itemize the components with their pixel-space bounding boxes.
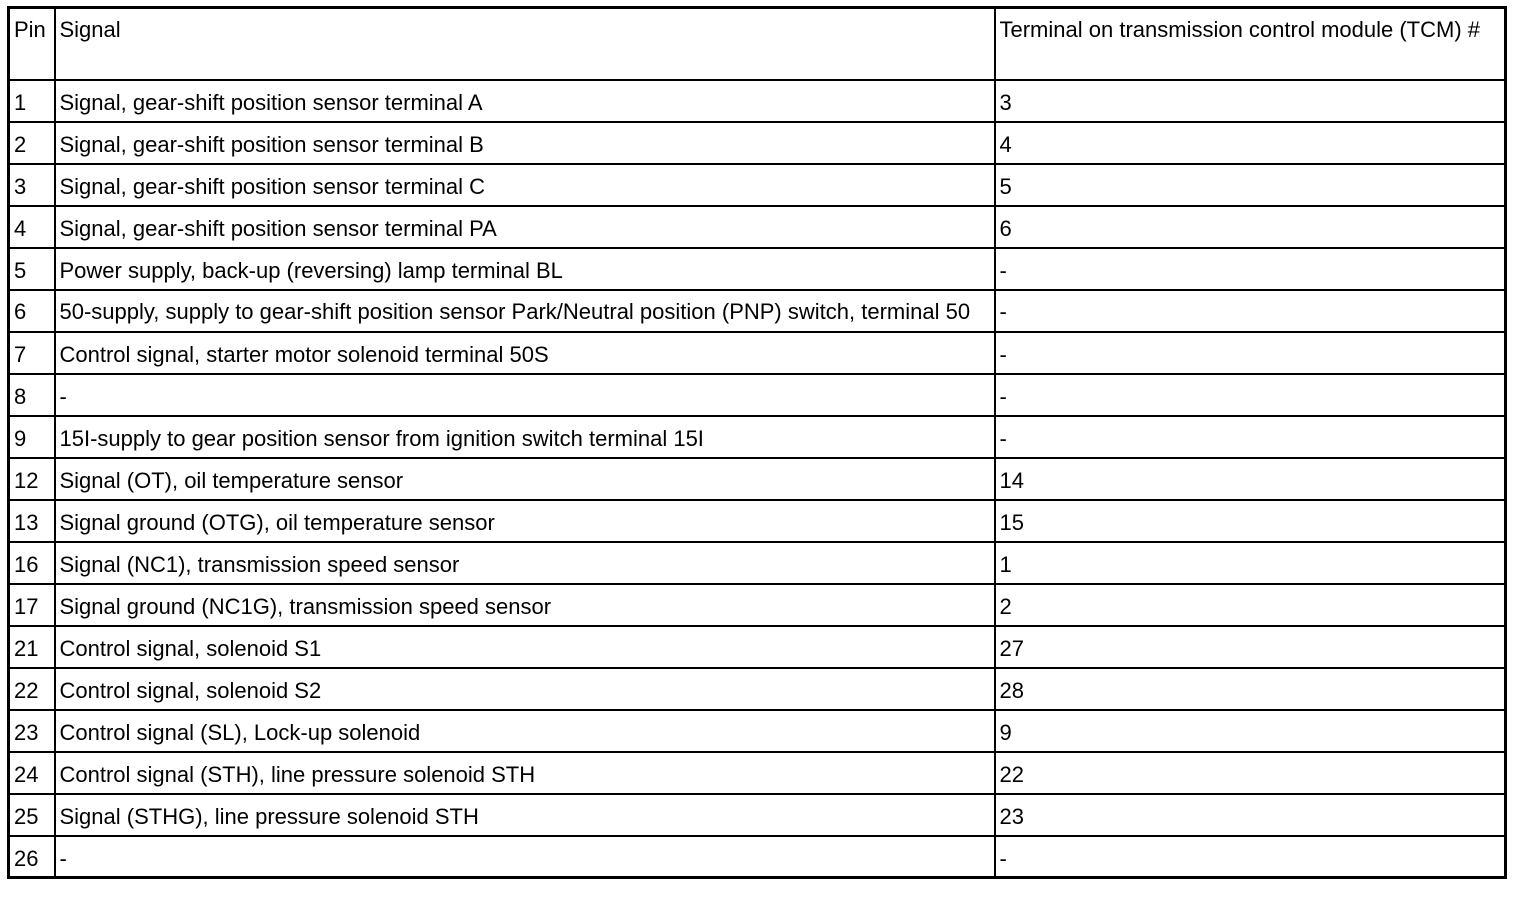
cell-pin: 1: [9, 80, 55, 122]
cell-terminal: -: [995, 290, 1506, 332]
cell-pin: 6: [9, 290, 55, 332]
cell-signal: Control signal, solenoid S1: [55, 626, 995, 668]
cell-pin: 16: [9, 542, 55, 584]
cell-signal: 15I-supply to gear position sensor from ignition switch terminal 15I: [55, 416, 995, 458]
table-row: [9, 542, 1506, 584]
table-row: [9, 248, 1506, 290]
table-body: [9, 80, 1506, 878]
cell-terminal: 28: [995, 668, 1506, 710]
cell-pin: 25: [9, 794, 55, 836]
cell-pin: 21: [9, 626, 55, 668]
cell-signal: Signal, gear-shift position sensor terminal PA: [55, 206, 995, 248]
table-row: [9, 164, 1506, 206]
cell-terminal: -: [995, 836, 1506, 878]
cell-terminal: 9: [995, 710, 1506, 752]
table-row: [9, 206, 1506, 248]
cell-terminal: 15: [995, 500, 1506, 542]
table-row: [9, 374, 1506, 416]
cell-signal: Signal (NC1), transmission speed sensor: [55, 542, 995, 584]
table-row: [9, 752, 1506, 794]
cell-terminal: 4: [995, 122, 1506, 164]
cell-terminal: 22: [995, 752, 1506, 794]
cell-signal: -: [55, 374, 995, 416]
cell-pin: 9: [9, 416, 55, 458]
table-row: [9, 500, 1506, 542]
cell-terminal: 3: [995, 80, 1506, 122]
cell-pin: 8: [9, 374, 55, 416]
cell-signal: Control signal (STH), line pressure solenoid STH: [55, 752, 995, 794]
cell-terminal: 23: [995, 794, 1506, 836]
table-row: [9, 710, 1506, 752]
table-row: [9, 584, 1506, 626]
table-row: [9, 668, 1506, 710]
cell-pin: 5: [9, 248, 55, 290]
cell-pin: 13: [9, 500, 55, 542]
cell-terminal: -: [995, 248, 1506, 290]
cell-signal: Signal ground (NC1G), transmission speed sensor: [55, 584, 995, 626]
cell-terminal: 5: [995, 164, 1506, 206]
cell-signal: Control signal, solenoid S2: [55, 668, 995, 710]
cell-terminal: 27: [995, 626, 1506, 668]
cell-pin: 4: [9, 206, 55, 248]
table-row: [9, 122, 1506, 164]
cell-signal: Power supply, back-up (reversing) lamp terminal BL: [55, 248, 995, 290]
table-row: [9, 836, 1506, 878]
cell-pin: 2: [9, 122, 55, 164]
cell-signal: Signal, gear-shift position sensor terminal C: [55, 164, 995, 206]
cell-signal: Signal, gear-shift position sensor terminal A: [55, 80, 995, 122]
cell-pin: 7: [9, 332, 55, 374]
cell-signal: Control signal (SL), Lock-up solenoid: [55, 710, 995, 752]
cell-pin: 23: [9, 710, 55, 752]
table-row: [9, 458, 1506, 500]
cell-pin: 24: [9, 752, 55, 794]
table-row: [9, 332, 1506, 374]
table-row: [9, 626, 1506, 668]
table-header-row: [9, 8, 1506, 80]
cell-signal: Signal (STHG), line pressure solenoid STH: [55, 794, 995, 836]
header-pin: Pin: [9, 8, 55, 80]
table-row: [9, 794, 1506, 836]
cell-signal: Signal (OT), oil temperature sensor: [55, 458, 995, 500]
cell-signal: Signal, gear-shift position sensor terminal B: [55, 122, 995, 164]
header-signal: Signal: [55, 8, 995, 80]
cell-terminal: 14: [995, 458, 1506, 500]
cell-terminal: -: [995, 416, 1506, 458]
cell-pin: 12: [9, 458, 55, 500]
cell-pin: 3: [9, 164, 55, 206]
table-row: [9, 80, 1506, 122]
cell-signal: -: [55, 836, 995, 878]
cell-signal: Signal ground (OTG), oil temperature sensor: [55, 500, 995, 542]
table-row: [9, 416, 1506, 458]
cell-terminal: -: [995, 332, 1506, 374]
cell-terminal: -: [995, 374, 1506, 416]
cell-terminal: 2: [995, 584, 1506, 626]
cell-signal: 50-supply, supply to gear-shift position sensor Park/Neutral position (PNP) switch, terminal 50: [55, 290, 995, 332]
cell-terminal: 6: [995, 206, 1506, 248]
cell-pin: 22: [9, 668, 55, 710]
pin-assignment-table: [7, 6, 1507, 879]
cell-pin: 17: [9, 584, 55, 626]
table-row: [9, 290, 1506, 332]
cell-pin: 26: [9, 836, 55, 878]
cell-terminal: 1: [995, 542, 1506, 584]
header-terminal: Terminal on transmission control module (TCM) #: [995, 8, 1506, 80]
cell-signal: Control signal, starter motor solenoid terminal 50S: [55, 332, 995, 374]
